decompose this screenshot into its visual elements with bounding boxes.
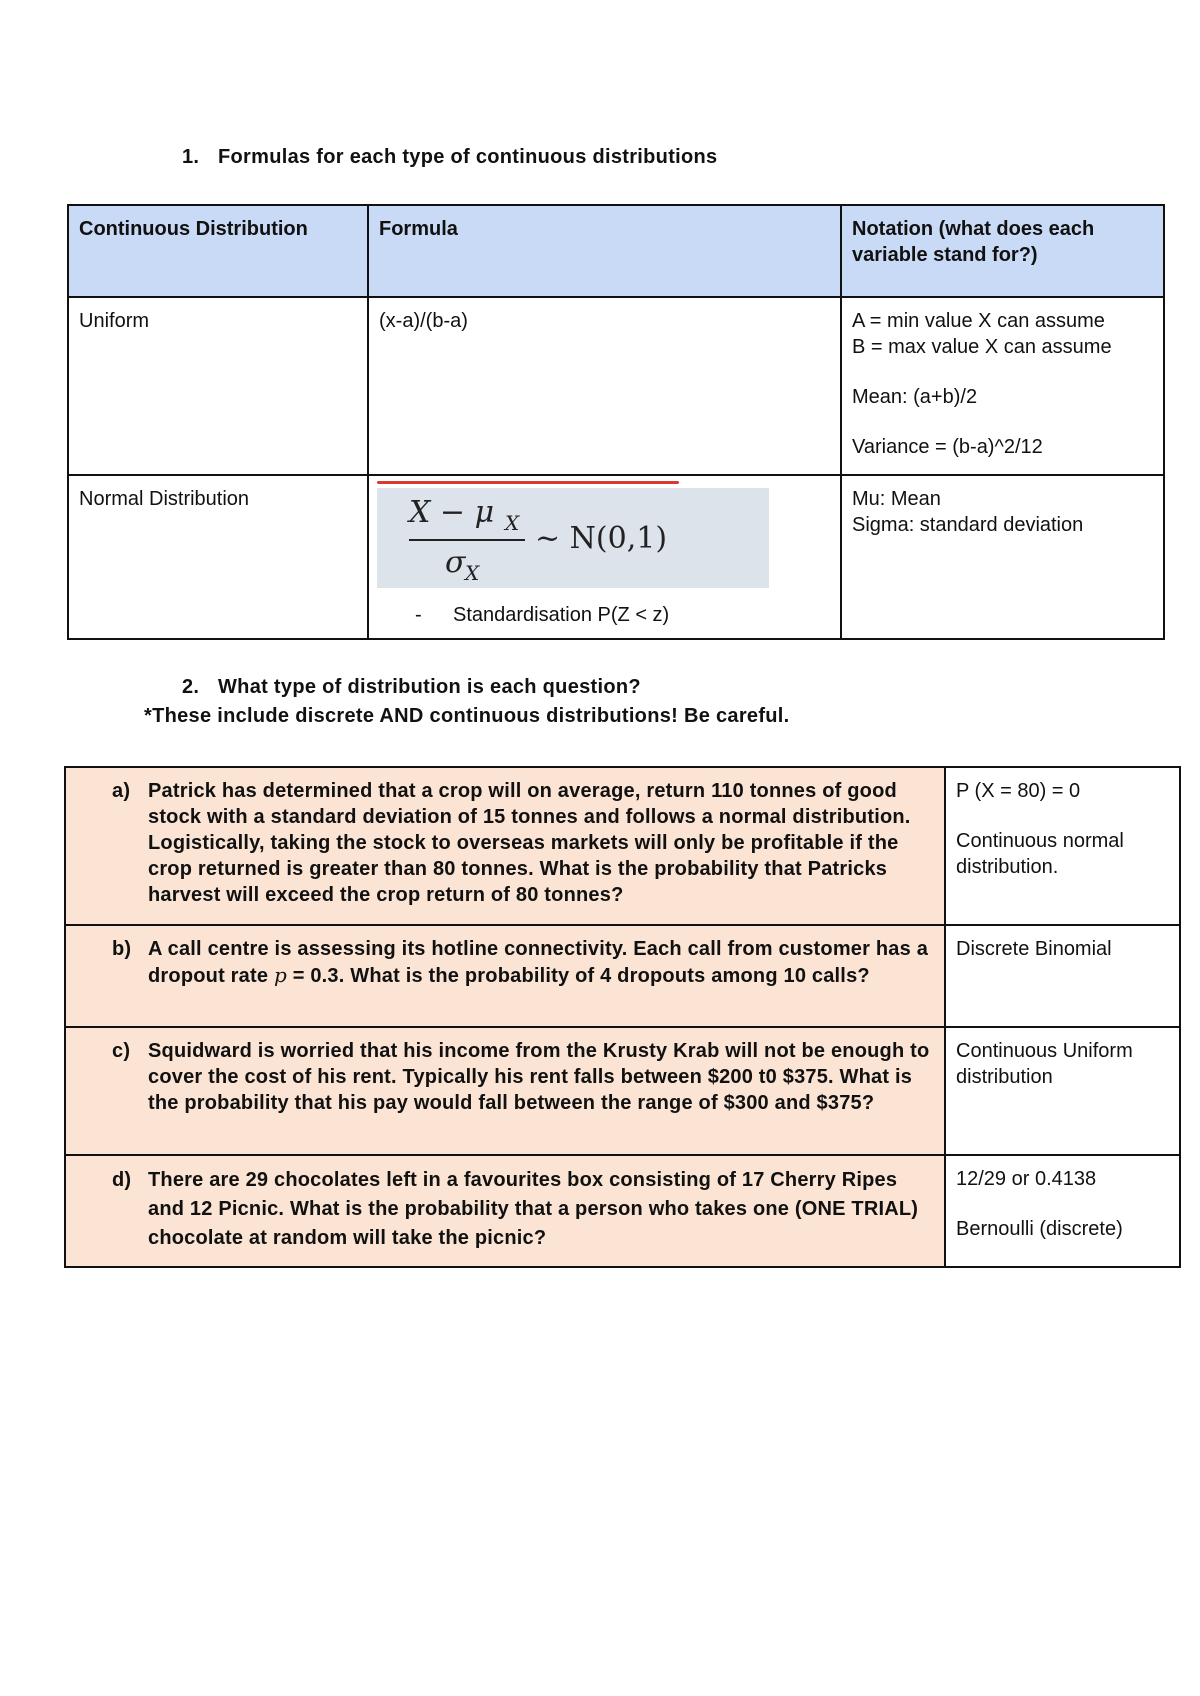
formula-denominator: σ: [445, 545, 466, 580]
notation-line: Mean: (a+b)/2: [852, 386, 978, 408]
formulas-table: [67, 204, 1165, 640]
notation-line: B = max value X can assume: [852, 336, 1112, 358]
normal-name: Normal Distribution: [68, 475, 368, 639]
question-variable: p: [273, 963, 287, 987]
formula-numerator: X − μ: [409, 495, 495, 530]
section-1-heading: [182, 146, 717, 169]
answer-line: Continuous normal distribution.: [956, 830, 1124, 878]
uniform-name: Uniform: [68, 297, 368, 475]
formula-denominator-sub: X: [465, 561, 480, 585]
formulas-table-header: [68, 205, 1164, 297]
answer-line: P (X = 80) = 0: [956, 780, 1081, 802]
question-text: There are 29 chocolates left in a favourites box consisting of 17 Cherry Ripes and 12 Picnic. What is the probability that a person who takes one (ONE TRIAL) chocolate at random will take the picnic?: [148, 1169, 919, 1249]
section-2-number: 2.: [182, 676, 200, 698]
formula-numerator-sub: X: [505, 511, 520, 535]
answer-cell: [945, 1027, 1180, 1155]
answer-line: Discrete Binomial: [956, 938, 1112, 960]
answer-cell: [945, 925, 1180, 1027]
notation-line: Mu: Mean: [852, 488, 941, 510]
question-text: Patrick has determined that a crop will on average, return 110 tonnes of good stock with a standard deviation of 15 tonnes and follows a normal distribution. Logistically, taking the stock to overseas markets will only be profitable if the crop returned is greater than 80 tonnes. What is the probability that Patricks harvest will exceed the crop return of 80 tonnes?: [148, 780, 911, 906]
section-2-heading: [182, 676, 641, 699]
section-1-title: Formulas for each type of continuous distributions: [218, 146, 718, 168]
header-formula: Formula: [368, 205, 841, 297]
formula-rhs: ~ N(0,1): [535, 521, 668, 556]
answer-line: Bernoulli (discrete): [956, 1218, 1123, 1240]
formula-svg: [377, 488, 769, 588]
section-2-title: What type of distribution is each question?: [218, 676, 641, 698]
notation-line: Variance = (b-a)^2/12: [852, 436, 1043, 458]
formula-bullet: [379, 602, 830, 628]
question-text: [148, 936, 934, 989]
bullet-dash: -: [415, 604, 422, 626]
notation-line: Sigma: standard deviation: [852, 514, 1084, 536]
question-text: Squidward is worried that his income from the Krusty Krab will not be enough to cover the cost of his rent. Typically his rent falls between $200 t0 $375. What is the probability that his pay would fall between the range of $300 and $375?: [148, 1040, 930, 1114]
row-uniform: [68, 297, 1164, 475]
question-row: [65, 925, 1180, 1027]
question-label: b): [112, 938, 132, 960]
question-label: d): [112, 1169, 132, 1191]
normal-formula: [368, 475, 841, 639]
row-normal: [68, 475, 1164, 639]
notation-gap: [852, 410, 1153, 434]
uniform-notation: [841, 297, 1164, 475]
question-text-part: = 0.3. What is the probability of 4 dropouts among 10 calls?: [286, 965, 870, 987]
answer-gap: [956, 1192, 1169, 1216]
section-1-number: 1.: [182, 146, 200, 168]
question-cell: [65, 1155, 945, 1267]
question-label: c): [112, 1040, 131, 1062]
standardisation-formula-image: [377, 488, 769, 588]
section-2-note: *These include discrete AND continuous distributions! Be careful.: [144, 705, 790, 727]
question-label: a): [112, 780, 131, 802]
answer-gap: [956, 804, 1169, 828]
normal-notation: [841, 475, 1164, 639]
question-row: [65, 1155, 1180, 1267]
answer-cell: [945, 1155, 1180, 1267]
question-cell: [65, 767, 945, 925]
red-underline: [377, 481, 679, 484]
question-row: [65, 1027, 1180, 1155]
question-row: [65, 767, 1180, 925]
header-distribution: Continuous Distribution: [68, 205, 368, 297]
question-cell: [65, 1027, 945, 1155]
header-notation: Notation (what does each variable stand for?): [841, 205, 1164, 297]
questions-table: [64, 766, 1181, 1268]
uniform-formula: (x-a)/(b-a): [368, 297, 841, 475]
answer-line: 12/29 or 0.4138: [956, 1168, 1097, 1190]
question-cell: [65, 925, 945, 1027]
answer-line: Continuous Uniform distribution: [956, 1040, 1133, 1088]
answer-cell: [945, 767, 1180, 925]
question-text-part: A call centre is assessing its hotline connectivity. Each call from customer has a dropout rate: [148, 938, 929, 987]
notation-line: A = min value X can assume: [852, 310, 1105, 332]
formula-bullet-text: Standardisation P(Z < z): [453, 604, 670, 626]
notation-gap: [852, 360, 1153, 384]
